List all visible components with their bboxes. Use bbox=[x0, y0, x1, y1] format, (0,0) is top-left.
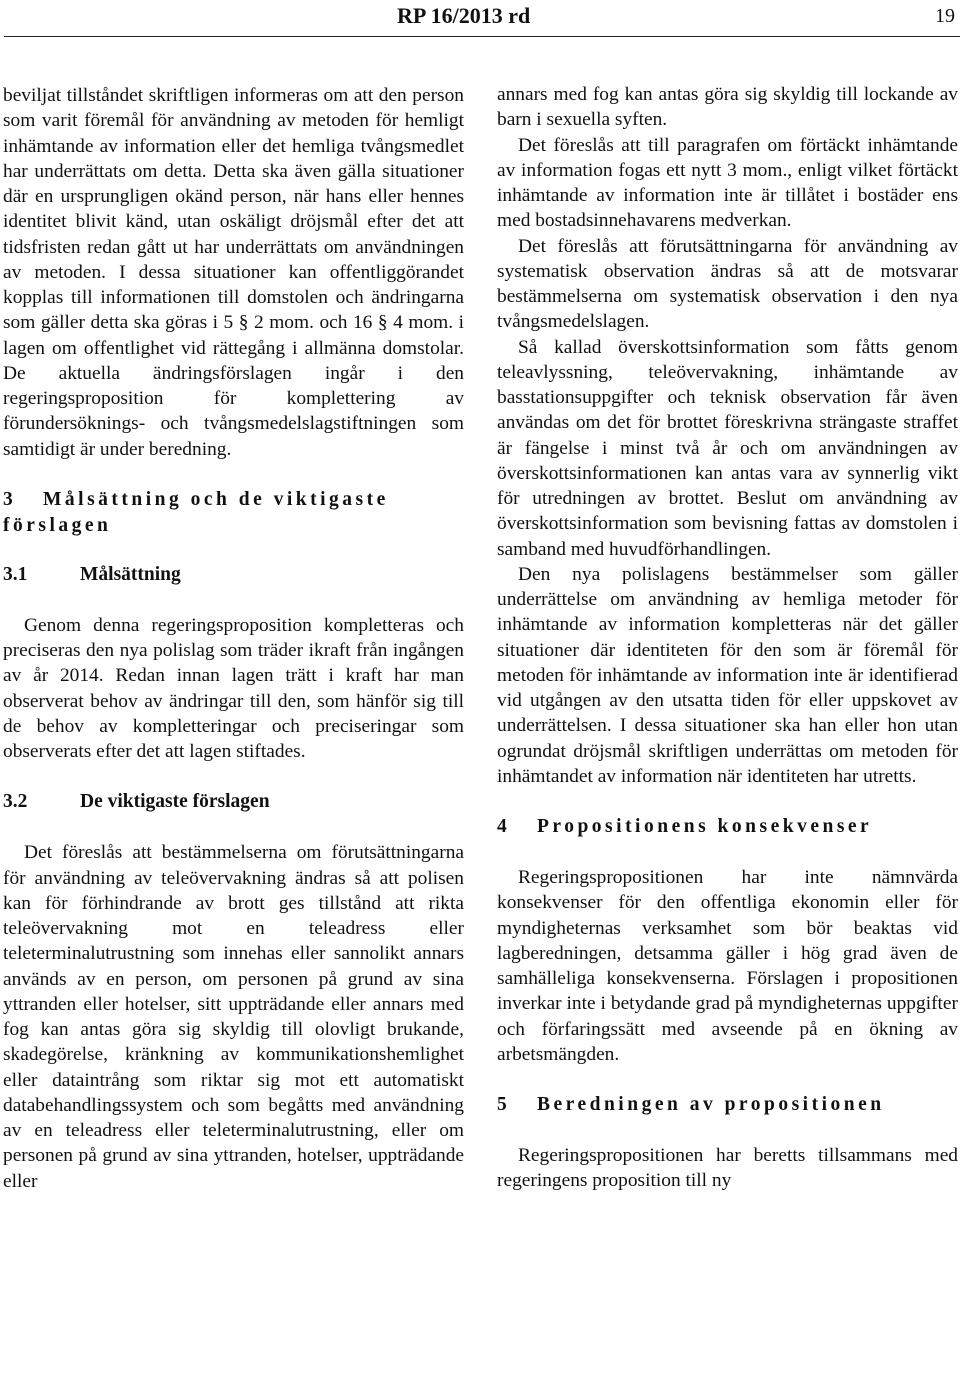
paragraph: Den nya polislagens bestämmelser som gäller underrättelse om användning av hemliga metoder för inhämtande av information kompletteras när det gäller situationer där identiteten för den som är föremål för metoden för inhämtande av information inte är identifierad vid utgången av den utsatta tiden för eller uppskovet av underrättelsen. I dessa situationer ska han eller hon utan ogrundat dröjsmål skriftligen underrättas om metoden för inhämtandet av information när identiteten har utretts. bbox=[497, 563, 958, 787]
subsection-title: De viktigaste förslagen bbox=[80, 791, 270, 813]
paragraph: Så kallad överskottsinformation som fåtts genom teleavlyssning, teleövervakning, inhämtande av basstationsuppgifter och teknisk observation får även användas om det för brottet föreskrivna strängaste straffet är fängelse i minst två år och om användningen av överskottsinformationen kan antas vara av synnerlig vikt för utredningen av brottet. Beslut om användning av överskottsinformation som bevisning fattas av domstolen i samband med huvudförhandlingen. bbox=[497, 336, 958, 560]
section-heading-3 bbox=[3, 487, 464, 539]
section-heading-5 bbox=[497, 1092, 958, 1118]
section-number: 3 bbox=[3, 488, 13, 510]
paragraph: Genom denna regeringsproposition kompletteras och preciseras den nya polislag som träder ikraft från ingången av år 2014. Redan innan lagen trätt i kraft har man observerat behov av ändringar till den, som hänför sig till de behov av kompletteringar och preciseringar som observerats efter det att lagen stiftades. bbox=[3, 614, 464, 762]
section-title: Beredningen av propositionen bbox=[537, 1094, 885, 1115]
subsection-heading-3-1 bbox=[3, 562, 464, 588]
subsection-number: 3.2 bbox=[3, 791, 28, 813]
paragraph: Det föreslås att bestämmelserna om förutsättningarna för användning av teleövervakning ändras så att polisen kan för förhindrande av brott ges tillstånd att rikta teleövervakning mot en teleadress eller teleterminalutrustning som innehas eller sannolikt annars används av en person, om personen på grund av sina yttranden eller hotelser, sitt uppträdande eller annars med fog kan antas göra sig skyldig till olovligt brukande, skadegörelse, kränkning av kommunikationshemlighet eller dataintrång som riktar sig mot ett automatiskt databehandlingssystem och som begåtts med användning av en teleadress eller teleterminalutrustning, eller om personen på grund av sina yttranden, hotelser, uppträdande eller bbox=[3, 842, 464, 1192]
paragraph: annars med fog kan antas göra sig skyldig till lockande av barn i sexuella syften. bbox=[497, 84, 958, 131]
subsection-number: 3.1 bbox=[3, 563, 28, 585]
paragraph: Det föreslås att till paragrafen om förtäckt inhämtande av information fogas ett nytt 3 mom., enligt vilket förtäckt inhämtande av information inte är tillåtet i bostäder ens med bostadsinnehavarens medverkan. bbox=[497, 134, 958, 232]
section-number: 4 bbox=[497, 816, 507, 837]
page-header bbox=[0, 0, 960, 38]
paragraph: Regeringspropositionen har inte nämnvärda konsekvenser för den offentliga ekonomin eller för myndigheternas verksamhet som bör beaktas vid lagberedningen, detsamma gäller i hög grad även de samhälleliga konsekvenserna. Förslagen i propositionen inverkar inte i betydande grad på myndigheternas uppgifter och förfaringssätt med avseende på en ökning av arbetsmängden. bbox=[497, 867, 958, 1065]
right-column bbox=[497, 82, 958, 1194]
document-id: RP 16/2013 rd bbox=[397, 3, 531, 28]
paragraph: Regeringspropositionen har beretts tillsammans med regeringens proposition till ny bbox=[497, 1145, 958, 1192]
section-title: Propositionens konsekvenser bbox=[537, 816, 873, 837]
section-heading-4 bbox=[497, 814, 958, 840]
left-column bbox=[3, 83, 464, 1194]
subsection-heading-3-2 bbox=[3, 789, 464, 815]
section-number: 5 bbox=[497, 1094, 507, 1115]
paragraph: Det föreslås att förutsättningarna för användning av systematisk observation ändras så att de motsvarar bestämmelserna om systematisk observation i den nya tvångsmedelslagen. bbox=[497, 235, 958, 333]
header-rule bbox=[4, 36, 960, 37]
subsection-title: Målsättning bbox=[80, 563, 181, 585]
page-number: 19 bbox=[935, 5, 955, 27]
section-title: Målsättning och de viktigaste förslagen bbox=[3, 488, 389, 536]
paragraph: beviljat tillståndet skriftligen informeras om att den person som varit föremål för användning av metoden för hemligt inhämtande av information eller det hemliga tvångsmedlet har underrättats om detta. Detta ska även gälla situationer där en ursprungligen okänd person, när hans eller hennes identitet blivit känd, utan oskäligt dröjsmål efter det att tidsfristen redan gått ut har underrättats om användningen av metoden. I dessa situationer kan offentliggörandet kopplas till informationen till domstolen och ändringarna som gäller detta ska göras i 5 § 2 mom. och 16 § 4 mom. i lagen om offentlighet vid rättegång i allmänna domstolar. De aktuella ändringsförslagen ingår i den regeringsproposition för komplettering av förundersöknings- och tvångsmedelslagstiftningen som samtidigt är under beredning. bbox=[3, 85, 464, 460]
